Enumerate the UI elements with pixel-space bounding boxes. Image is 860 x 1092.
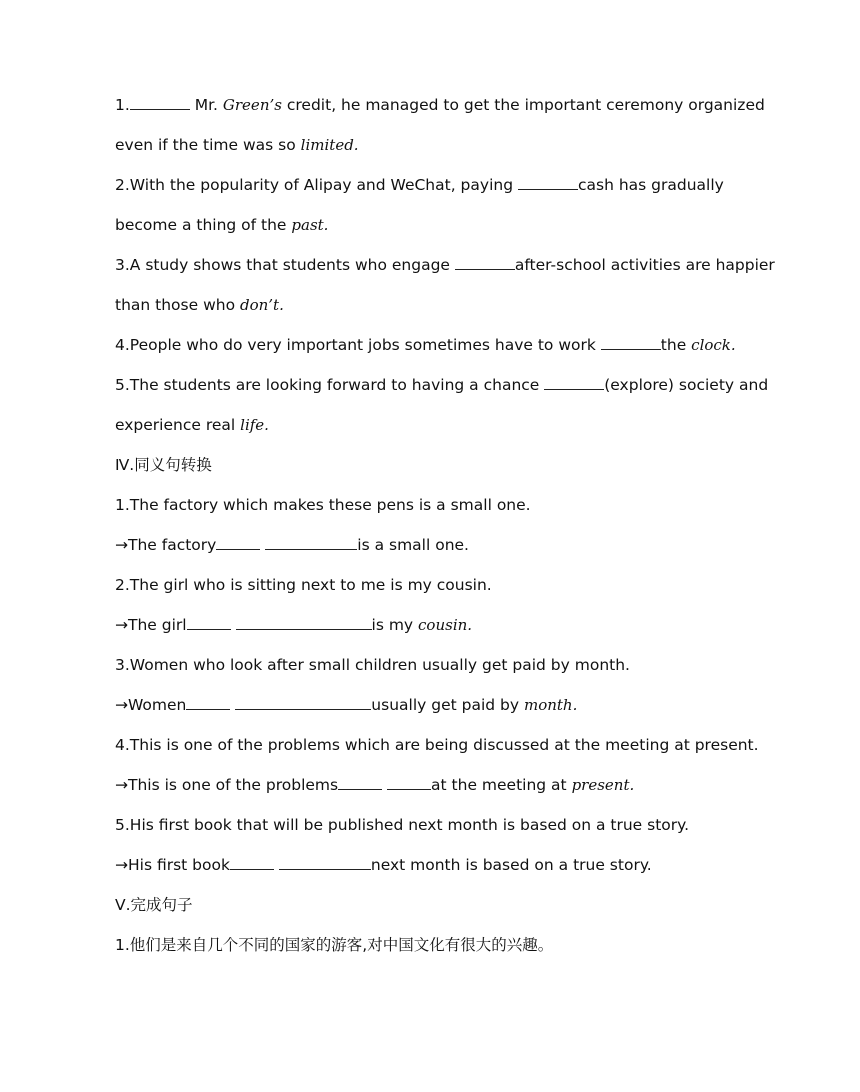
- q4-4-original: 4.This is one of the problems which are being discussed at the meeting at present.: [115, 736, 759, 754]
- answer-blank[interactable]: [187, 615, 231, 630]
- answer-blank[interactable]: [186, 695, 230, 710]
- q4-3-original: 3.Women who look after small children usually get paid by month.: [115, 656, 630, 674]
- answer-blank[interactable]: [455, 255, 515, 270]
- answer-blank[interactable]: [387, 775, 431, 790]
- q3-5-line2: experience real life.: [115, 416, 269, 434]
- answer-blank[interactable]: [279, 855, 371, 870]
- answer-blank[interactable]: [338, 775, 382, 790]
- q3-3-line1: 3.A study shows that students who engage after-school activities are happier: [115, 256, 775, 274]
- q4-1-rewrite: →The factory is a small one.: [115, 536, 469, 554]
- q4-3-rewrite: →Women usually get paid by month.: [115, 696, 578, 714]
- answer-blank[interactable]: [235, 695, 371, 710]
- answer-blank[interactable]: [216, 535, 260, 550]
- q5-1-prompt: 1.他们是来自几个不同的国家的游客,对中国文化有很大的兴趣。: [115, 936, 554, 954]
- q4-1-original: 1.The factory which makes these pens is a small one.: [115, 496, 531, 514]
- q3-5-line1: 5.The students are looking forward to having a chance (explore) society and: [115, 376, 769, 394]
- q4-2-rewrite: →The girl is my cousin.: [115, 616, 473, 634]
- q3-4-line1: 4.People who do very important jobs sometimes have to work the clock.: [115, 336, 736, 354]
- answer-blank[interactable]: [265, 535, 357, 550]
- answer-blank[interactable]: [601, 335, 661, 350]
- answer-blank[interactable]: [230, 855, 274, 870]
- q4-2-original: 2.The girl who is sitting next to me is my cousin.: [115, 576, 492, 594]
- q3-2-line1: 2.With the popularity of Alipay and WeChat, paying cash has gradually: [115, 176, 724, 194]
- q4-4-rewrite: →This is one of the problems at the meeting at present.: [115, 776, 635, 794]
- q4-5-original: 5.His first book that will be published next month is based on a true story.: [115, 816, 690, 834]
- answer-blank[interactable]: [236, 615, 372, 630]
- section4-heading: Ⅳ.同义句转换: [115, 456, 212, 474]
- q3-1-line2: even if the time was so limited.: [115, 136, 359, 154]
- answer-blank[interactable]: [130, 95, 190, 110]
- section5-heading: Ⅴ.完成句子: [115, 896, 193, 914]
- q3-2-line2: become a thing of the past.: [115, 216, 329, 234]
- answer-blank[interactable]: [544, 375, 604, 390]
- q4-5-rewrite: →His first book next month is based on a true story.: [115, 856, 652, 874]
- q3-3-line2: than those who don’t.: [115, 296, 284, 314]
- answer-blank[interactable]: [518, 175, 578, 190]
- q3-1-line1: 1. Mr. Green’s credit, he managed to get the important ceremony organized: [115, 96, 765, 114]
